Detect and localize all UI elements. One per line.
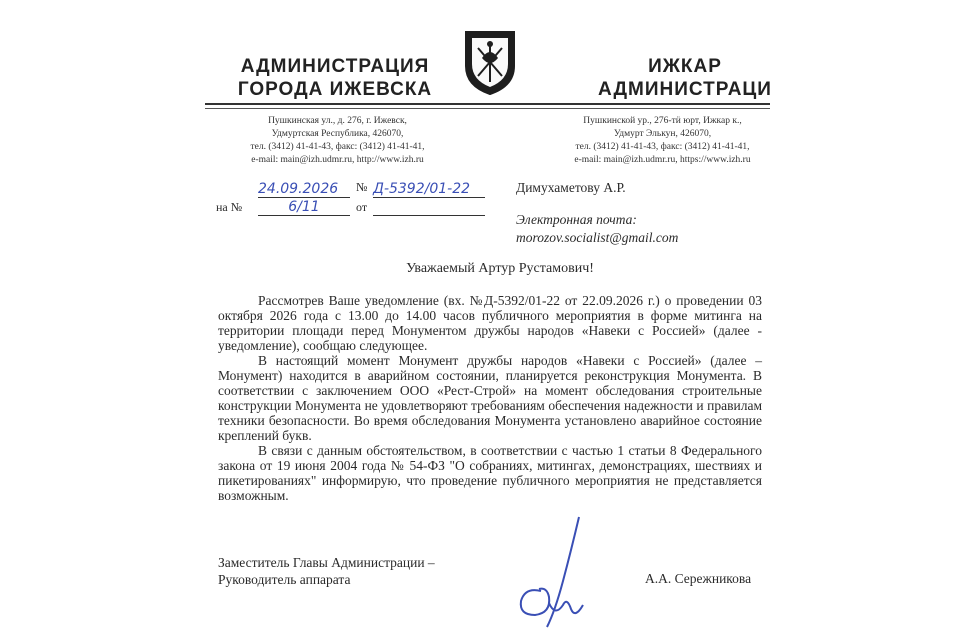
na-field (258, 198, 350, 216)
body-paragraph: Рассмотрев Ваше уведомление (вх. №Д-5392/01-22 от 22.09.2026 г.) о проведении 03 октября 2026 года с 13.00 до 14.00 часов публичного мероприятия в форме митинга на территории площади перед Монументом дружбы народов «Навеки с Россией» (далее - уведомление), сообщаю следующее. (218, 293, 762, 353)
handwritten-signature (505, 513, 615, 633)
left-org-title-line2: ГОРОДА ИЖЕВСКА (237, 79, 433, 100)
body-paragraph: В связи с данным обстоятельством, в соответствии с частью 1 статьи 8 Федерального закона от 19 июня 2004 года № 54-ФЗ "О собраниях, митингах, демонстрациях, шествиях и пикетированиях" информирую, что проведение публичного мероприятия не представляется возможным. (218, 443, 762, 503)
signatory-name: А.А. Сережникова (645, 571, 752, 586)
date-handwritten: 24.09.2026 (258, 181, 339, 197)
left-address-line: e-mail: main@izh.udmr.ru, http://www.izh.ru (251, 155, 424, 165)
num-field (373, 180, 485, 198)
num-label: № (356, 180, 368, 194)
ot-field (373, 198, 485, 216)
left-address-line: Удмуртская Республика, 426070, (271, 129, 404, 139)
city-coat-of-arms-icon (462, 28, 518, 96)
date-field (258, 180, 350, 198)
ot-label: от (356, 200, 368, 214)
right-address-line: тел. (3412) 41-41-43, факс: (3412) 41-41-41, (575, 142, 750, 152)
left-address-line: тел. (3412) 41-41-43, факс: (3412) 41-41-41, (250, 142, 425, 152)
right-org-title-line1: ИЖКАР (648, 56, 722, 77)
header-rule-thick (205, 103, 770, 105)
left-address-block (215, 115, 460, 167)
email-label: Электронная почта: (516, 212, 637, 227)
right-address-block (540, 115, 785, 167)
signatory-position-line: Руководитель аппарата (218, 572, 351, 587)
left-org-title (215, 55, 455, 101)
header-rule-thin (205, 108, 770, 109)
na-label: на № (216, 200, 243, 214)
signatory-position (218, 554, 435, 588)
num-handwritten: Д-5392/01-22 (373, 181, 471, 197)
right-address-line: Пушкинской ур., 276-тӥ юрт, Ижкар к., (583, 116, 742, 126)
greeting: Уважаемый Артур Рустамович! (406, 261, 594, 276)
left-address-line: Пушкинская ул., д. 276, г. Ижевск, (268, 116, 407, 126)
addressee-email: morozov.socialist@gmail.com (516, 230, 679, 245)
body-paragraph: В настоящий момент Монумент дружбы народов «Навеки с Россией» (далее – Монумент) находится в аварийном состоянии, планируется реконструкция Монумента. В соответствии с заключением ООО «Рест-Строй» на момент обследования строительные конструкции Монумента не удовлетворяют требованиям обеспечения надежности и правилам техники безопасности. Во время обследования Монумента установлено аварийное состояние креплений букв. (218, 353, 762, 443)
right-address-line: e-mail: main@izh.udmr.ru, https://www.izh.ru (574, 155, 751, 165)
right-org-title (585, 55, 785, 101)
letter-body (218, 293, 762, 503)
addressee-name: Димухаметову А.Р. (516, 180, 626, 195)
na-handwritten: 6/11 (288, 199, 320, 215)
right-org-title-line2: АДМИНИСТРАЦИ (598, 79, 772, 100)
signatory-position-line: Заместитель Главы Администрации – (218, 555, 435, 570)
right-address-line: Удмурт Элькун, 426070, (613, 129, 712, 139)
left-org-title-line1: АДМИНИСТРАЦИЯ (240, 56, 430, 77)
